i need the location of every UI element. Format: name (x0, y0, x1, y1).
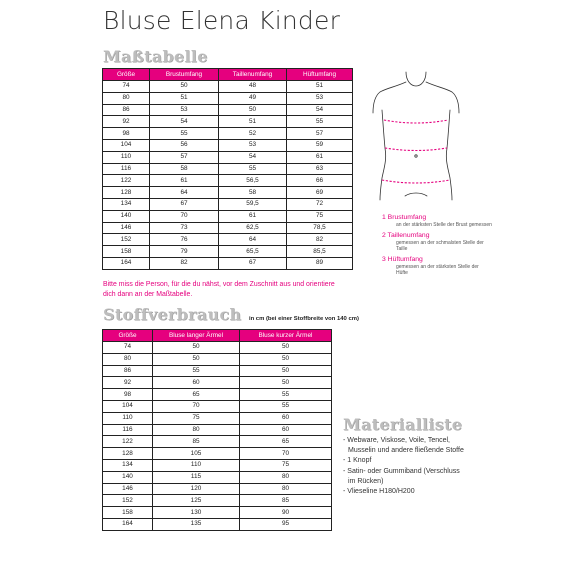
table-row (103, 198, 353, 210)
table-cell: 146 (103, 483, 153, 495)
legend-desc: gemessen an der schmalsten Stelle der Taille (396, 240, 484, 252)
table-cell: 67 (150, 198, 219, 210)
table-cell: 50 (240, 377, 332, 389)
table-row (103, 246, 353, 258)
fabric-heading-row (103, 305, 359, 325)
table-cell: 98 (103, 128, 150, 140)
table-cell: 75 (153, 412, 240, 424)
table-cell: 125 (153, 495, 240, 507)
table-cell: 82 (287, 234, 353, 246)
table-cell: 63 (287, 163, 353, 175)
table-cell: 60 (240, 424, 332, 436)
table-cell: 79 (150, 246, 219, 258)
table-cell: 140 (103, 471, 153, 483)
page-title: Bluse Elena Kinder (103, 6, 341, 35)
table-cell: 128 (103, 448, 153, 460)
table-row (103, 257, 353, 269)
table-cell: 70 (240, 448, 332, 460)
table-cell: 85 (240, 495, 332, 507)
table-cell: 56 (150, 139, 219, 151)
table-row (103, 116, 353, 128)
legend-desc: an der stärksten Stelle der Brust gemessen (396, 222, 492, 228)
table-cell: 86 (103, 365, 153, 377)
table-cell: 53 (219, 139, 287, 151)
table-cell: 128 (103, 187, 150, 199)
table-cell: 58 (219, 187, 287, 199)
table-cell: 64 (150, 187, 219, 199)
table-cell: 152 (103, 495, 153, 507)
table-cell: 48 (219, 81, 287, 93)
table-row (103, 483, 332, 495)
material-item: im Rücken) (348, 477, 384, 485)
table-cell: 54 (150, 116, 219, 128)
table-cell: 74 (103, 342, 153, 354)
table-row (103, 424, 332, 436)
legend-item (382, 232, 492, 252)
legend-item (382, 214, 492, 228)
legend-label: 1 Brustumfang (382, 214, 427, 221)
table-cell: 110 (103, 151, 150, 163)
table-cell: 70 (150, 210, 219, 222)
table-cell: 80 (103, 353, 153, 365)
table-cell: 134 (103, 198, 150, 210)
table-cell: 75 (240, 459, 332, 471)
table-cell: 86 (103, 104, 150, 116)
table-cell: 59,5 (219, 198, 287, 210)
table-cell: 55 (240, 400, 332, 412)
table-row (103, 448, 332, 460)
table-row (103, 365, 332, 377)
table-cell: 85,5 (287, 246, 353, 258)
table-cell: 55 (240, 389, 332, 401)
table-row (103, 187, 353, 199)
table-cell: 104 (103, 139, 150, 151)
table-cell: 115 (153, 471, 240, 483)
table-cell: 135 (153, 518, 240, 530)
table-cell: 82 (150, 257, 219, 269)
table-cell: 50 (153, 353, 240, 365)
column-header: Hüftumfang (287, 69, 353, 81)
table-row (103, 400, 332, 412)
table-cell: 51 (287, 81, 353, 93)
table-cell: 89 (287, 257, 353, 269)
table-cell: 55 (153, 365, 240, 377)
measurement-legend (382, 214, 492, 276)
table-cell: 50 (150, 81, 219, 93)
table-cell: 53 (150, 104, 219, 116)
material-item: - 1 Knopf (343, 457, 372, 465)
table-cell: 110 (103, 412, 153, 424)
column-header: Bluse kurzer Ärmel (240, 330, 332, 342)
table-cell: 120 (153, 483, 240, 495)
table-row (103, 495, 332, 507)
column-header: Bluse langer Ärmel (153, 330, 240, 342)
table-cell: 54 (219, 151, 287, 163)
material-item: - Webware, Viskose, Voile, Tencel, (343, 437, 450, 444)
table-cell: 95 (240, 518, 332, 530)
table-row (103, 128, 353, 140)
materials-heading: Materialliste (343, 415, 463, 434)
table-cell: 57 (287, 128, 353, 140)
table-row (103, 210, 353, 222)
table-row (103, 471, 332, 483)
size-table (102, 68, 353, 270)
table-cell: 58 (150, 163, 219, 175)
table-cell: 50 (240, 365, 332, 377)
table-row (103, 389, 332, 401)
table-cell: 85 (153, 436, 240, 448)
table-cell: 146 (103, 222, 150, 234)
table-cell: 50 (219, 104, 287, 116)
legend-desc: gemessen an der stärksten Stelle der Hüfte (396, 264, 479, 276)
column-header: Taillenumfang (219, 69, 287, 81)
table-cell: 92 (103, 116, 150, 128)
table-row (103, 353, 332, 365)
table-cell: 80 (240, 483, 332, 495)
table-cell: 62,5 (219, 222, 287, 234)
table-cell: 134 (103, 459, 153, 471)
table-cell: 55 (219, 163, 287, 175)
table-cell: 80 (240, 471, 332, 483)
table-cell: 59 (287, 139, 353, 151)
table-row (103, 104, 353, 116)
table-cell: 53 (287, 92, 353, 104)
table-cell: 67 (219, 257, 287, 269)
table-row (103, 412, 332, 424)
table-cell: 69 (287, 187, 353, 199)
table-row (103, 92, 353, 104)
table-cell: 52 (219, 128, 287, 140)
table-cell: 116 (103, 424, 153, 436)
table-cell: 158 (103, 507, 153, 519)
table-cell: 60 (240, 412, 332, 424)
table-cell: 73 (150, 222, 219, 234)
table-cell: 72 (287, 198, 353, 210)
table-cell: 164 (103, 518, 153, 530)
table-row (103, 518, 332, 530)
table-row (103, 175, 353, 187)
table-cell: 116 (103, 163, 150, 175)
legend-label: 3 Hüftumfang (382, 256, 423, 263)
fabric-table-heading: Stoffverbrauch (103, 305, 242, 324)
table-cell: 60 (153, 377, 240, 389)
table-cell: 64 (219, 234, 287, 246)
table-cell: 130 (153, 507, 240, 519)
table-cell: 65 (240, 436, 332, 448)
table-cell: 50 (153, 342, 240, 354)
table-cell: 61 (287, 151, 353, 163)
material-item: - Satin- oder Gummiband (Verschluss (343, 467, 460, 475)
table-cell: 158 (103, 246, 150, 258)
table-cell: 49 (219, 92, 287, 104)
table-row (103, 163, 353, 175)
body-figure-illustration (365, 68, 465, 208)
table-row (103, 436, 332, 448)
table-cell: 66 (287, 175, 353, 187)
table-cell: 51 (219, 116, 287, 128)
table-row (103, 222, 353, 234)
table-cell: 164 (103, 257, 150, 269)
table-cell: 122 (103, 175, 150, 187)
table-cell: 140 (103, 210, 150, 222)
measurement-note: Bitte miss die Person, für die du nähst, vor dem Zuschnitt aus und orientiere dich dann an der Maßtabelle. (103, 281, 335, 298)
fabric-table-subheading: in cm (bei einer Stoffbreite von 140 cm) (248, 316, 359, 322)
table-cell: 55 (287, 116, 353, 128)
table-cell: 152 (103, 234, 150, 246)
material-item: - Vlieseline H180/H200 (343, 488, 415, 496)
table-row (103, 81, 353, 93)
table-cell: 51 (150, 92, 219, 104)
table-cell: 61 (219, 210, 287, 222)
table-cell: 122 (103, 436, 153, 448)
materials-list (343, 436, 464, 497)
table-cell: 78,5 (287, 222, 353, 234)
legend-item (382, 256, 492, 276)
table-cell: 74 (103, 81, 150, 93)
table-row (103, 459, 332, 471)
table-row (103, 139, 353, 151)
column-header: Größe (103, 330, 153, 342)
table-row (103, 342, 332, 354)
table-cell: 65,5 (219, 246, 287, 258)
material-item: Musselin und andere fließende Stoffe (348, 447, 464, 455)
table-row (103, 151, 353, 163)
table-cell: 65 (153, 389, 240, 401)
table-cell: 55 (150, 128, 219, 140)
table-cell: 110 (153, 459, 240, 471)
size-table-heading: Maßtabelle (103, 47, 208, 66)
table-row (103, 234, 353, 246)
table-cell: 70 (153, 400, 240, 412)
table-row (103, 377, 332, 389)
table-cell: 50 (240, 342, 332, 354)
table-cell: 80 (153, 424, 240, 436)
table-cell: 80 (103, 92, 150, 104)
fabric-table (102, 329, 332, 531)
table-cell: 54 (287, 104, 353, 116)
table-cell: 56,5 (219, 175, 287, 187)
column-header: Brustumfang (150, 69, 219, 81)
legend-label: 2 Taillenumfang (382, 232, 430, 239)
table-cell: 104 (103, 400, 153, 412)
column-header: Größe (103, 69, 150, 81)
table-row (103, 507, 332, 519)
table-cell: 90 (240, 507, 332, 519)
table-cell: 98 (103, 389, 153, 401)
table-cell: 61 (150, 175, 219, 187)
table-cell: 57 (150, 151, 219, 163)
table-cell: 92 (103, 377, 153, 389)
table-cell: 76 (150, 234, 219, 246)
table-cell: 50 (240, 353, 332, 365)
table-cell: 75 (287, 210, 353, 222)
table-cell: 105 (153, 448, 240, 460)
